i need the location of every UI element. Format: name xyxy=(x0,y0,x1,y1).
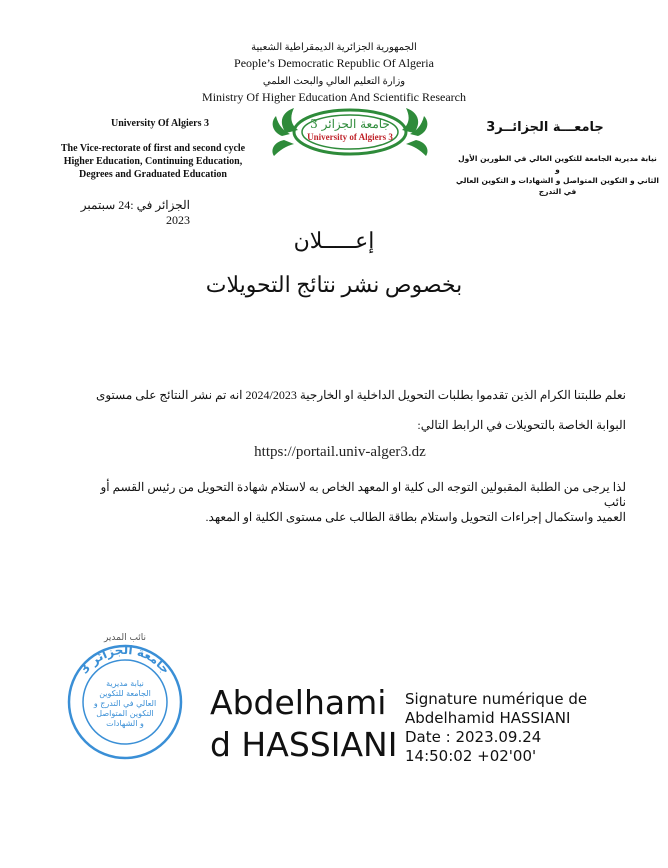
laurel-leaf xyxy=(406,140,428,156)
university-logo xyxy=(268,104,432,162)
logo-text-ar: جامعة الجزائر 3 xyxy=(310,117,390,131)
body-line: نعلم طلبتنا الكرام الذين تقدموا بطلبات التحويل الداخلية او الخارجية 2024/2023 انه تم نشر النتائج على مستوى xyxy=(95,388,626,402)
document-date: الجزائر في :24 سبتمبر 2023 xyxy=(80,198,190,227)
stamp-inner-line: نيابة مديرية xyxy=(106,679,144,688)
vice-rectorate-ar xyxy=(455,153,660,197)
signature-detail-line: Date : 2023.09.24 xyxy=(405,728,542,746)
body-line: البوابة الخاصة بالتحويلات في الرابط التالي: xyxy=(417,418,626,432)
university-name-en: University Of Algiers 3 xyxy=(110,118,210,129)
stamp-inner-line: التكوين المتواصل xyxy=(96,709,154,718)
vice-rectorate-line: Degrees and Graduated Education xyxy=(79,169,227,180)
signature-details xyxy=(405,690,655,766)
announcement-subtitle: بخصوص نشر نتائج التحويلات xyxy=(205,272,463,297)
stamp-inner-line: العالي في التدرج و xyxy=(93,699,157,708)
stamp-inner-line: الجامعة للتكوين xyxy=(99,689,151,698)
stamp-inner-line: و الشهادات xyxy=(106,719,144,728)
republic-arabic: الجمهورية الجزائرية الديمقراطية الشعبية xyxy=(251,42,417,53)
republic-english: People’s Democratic Republic Of Algeria xyxy=(234,56,434,70)
announcement-title: إعـــــلان xyxy=(293,228,375,253)
body-line: لذا يرجى من الطلبة المقبولين التوجه الى كلية او المعهد الخاص به لاستلام شهادة التحويل من رئيس القسم أو نائب xyxy=(100,480,626,509)
signature-detail-line: Abdelhamid HASSIANI xyxy=(405,709,571,727)
signature-detail-line: 14:50:02 +02'00' xyxy=(405,747,537,765)
signature-name-line: Abdelhami xyxy=(210,683,387,722)
ministry-english: Ministry Of Higher Education And Scientific Research xyxy=(202,90,466,104)
vice-rectorate-ar-line: في التدرج xyxy=(538,187,577,196)
vice-rectorate-line: Higher Education, Continuing Education, xyxy=(63,156,243,167)
portal-link[interactable]: https://portail.univ-alger3.dz xyxy=(254,444,426,460)
logo-text-en: University of Algiers 3 xyxy=(307,132,393,142)
vice-rectorate-en xyxy=(48,142,258,181)
official-stamp xyxy=(50,630,200,760)
ministry-arabic: وزارة التعليم العالي والبحث العلمي xyxy=(262,76,406,87)
signature-name xyxy=(210,682,400,766)
signature-name-line: d HASSIANI xyxy=(210,725,398,764)
laurel-leaf xyxy=(272,140,294,156)
vice-rectorate-ar-line: الثاني و التكوين المتواصل و الشهادات و التكوين العالي xyxy=(456,176,659,185)
vice-rectorate-ar-line: نيابة مديرية الجامعة للتكوين العالي في الطورين الأول و xyxy=(458,154,657,174)
stamp-handwritten-label: نائب المدير xyxy=(103,633,147,643)
signature-detail-line: Signature numérique de xyxy=(405,690,588,708)
university-name-ar: جامعـــة الجزائــر3 xyxy=(486,120,604,135)
vice-rectorate-line: The Vice-rectorate of first and second cycle xyxy=(60,143,246,154)
stamp-ring-text: جامعة الجزائر 3 xyxy=(77,642,173,677)
body-line: العميد واستكمال إجراءات التحويل واستلام بطاقة الطالب على مستوى الكلية او المعهد. xyxy=(205,510,626,524)
